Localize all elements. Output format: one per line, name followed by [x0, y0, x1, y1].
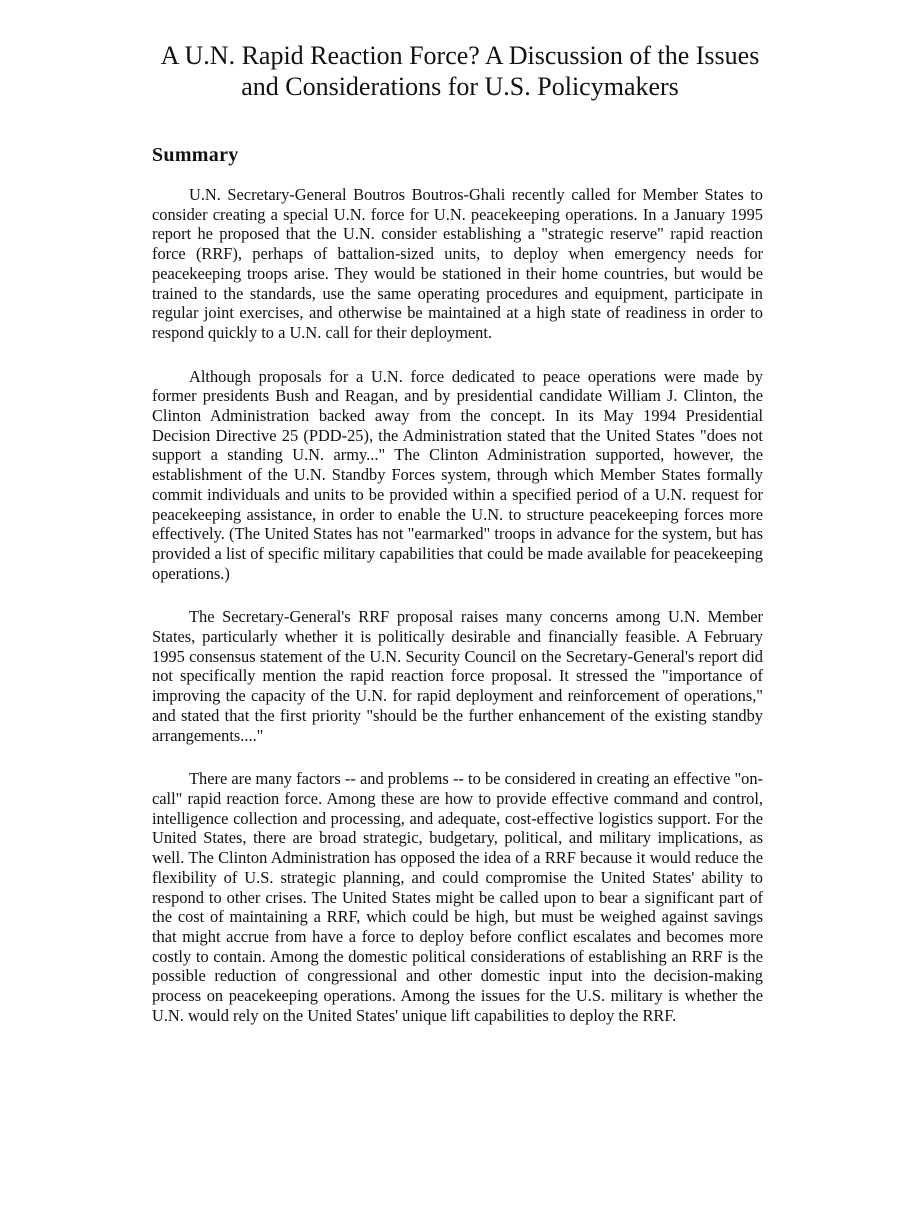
- summary-body: [152, 185, 763, 1049]
- paragraph: Although proposals for a U.N. force dedicated to peace operations were made by former presidents Bush and Reagan, and by presidential candidate William J. Clinton, the Clinton Administration backed away from the concept. In its May 1994 Presidential Decision Directive 25 (PDD-25), the Administration stated that the United States "does not support a standing U.N. army..." The Clinton Administration supported, however, the establishment of the U.N. Standby Forces system, through which Member States formally commit individuals and units to be provided within a specified period of a U.N. request for peacekeeping assistance, in order to enable the U.N. to structure peacekeeping forces more effectively. (The United States has not "earmarked" troops in advance for the system, but has provided a list of specific military capabilities that could be made available for peacekeeping operations.): [152, 366, 763, 583]
- paragraph: U.N. Secretary-General Boutros Boutros-Ghali recently called for Member States to consider creating a special U.N. force for U.N. peacekeeping operations. In a January 1995 report he proposed that the U.N. consider establishing a "strategic reserve" rapid reaction force (RRF), perhaps of battalion-sized units, to deploy when emergency needs for peacekeeping troops arise. They would be stationed in their home countries, but would be trained to the standards, use the same operating procedures and equipment, participate in regular joint exercises, and otherwise be maintained at a high state of readiness in order to respond quickly to a U.N. call for their deployment.: [152, 185, 763, 342]
- paragraph: The Secretary-General's RRF proposal raises many concerns among U.N. Member States, particularly whether it is politically desirable and financially feasible. A February 1995 consensus statement of the U.N. Security Council on the Secretary-General's report did not specifically mention the rapid reaction force proposal. It stressed the "importance of improving the capacity of the U.N. for rapid deployment and reinforcement of operations," and stated that the first priority "should be the further enhancement of the existing standby arrangements....": [152, 607, 763, 745]
- title-line-2: and Considerations for U.S. Policymakers: [241, 72, 679, 101]
- paragraph: There are many factors -- and problems -- to be considered in creating an effective "on-call" rapid reaction force. Among these are how to provide effective command and control, intelligence collection and processing, and adequate, cost-effective logistics support. For the United States, there are broad strategic, budgetary, political, and military implications, as well. The Clinton Administration has opposed the idea of a RRF because it would reduce the flexibility of U.S. strategic planning, and could compromise the United States' ability to respond to other crises. The United States might be called upon to bear a significant part of the cost of maintaining a RRF, which could be high, but must be weighed against savings that might accrue from have a force to deploy before conflict escalates and becomes more costly to contain. Among the domestic political considerations of establishing an RRF is the possible reduction of congressional and other domestic input into the decision-making process on peacekeeping operations. Among the issues for the U.S. military is whether the U.N. would rely on the United States' unique lift capabilities to deploy the RRF.: [152, 769, 763, 1025]
- title-line-1: A U.N. Rapid Reaction Force? A Discussion of the Issues: [160, 41, 760, 70]
- document-title: [100, 40, 820, 102]
- section-heading: Summary: [152, 144, 239, 166]
